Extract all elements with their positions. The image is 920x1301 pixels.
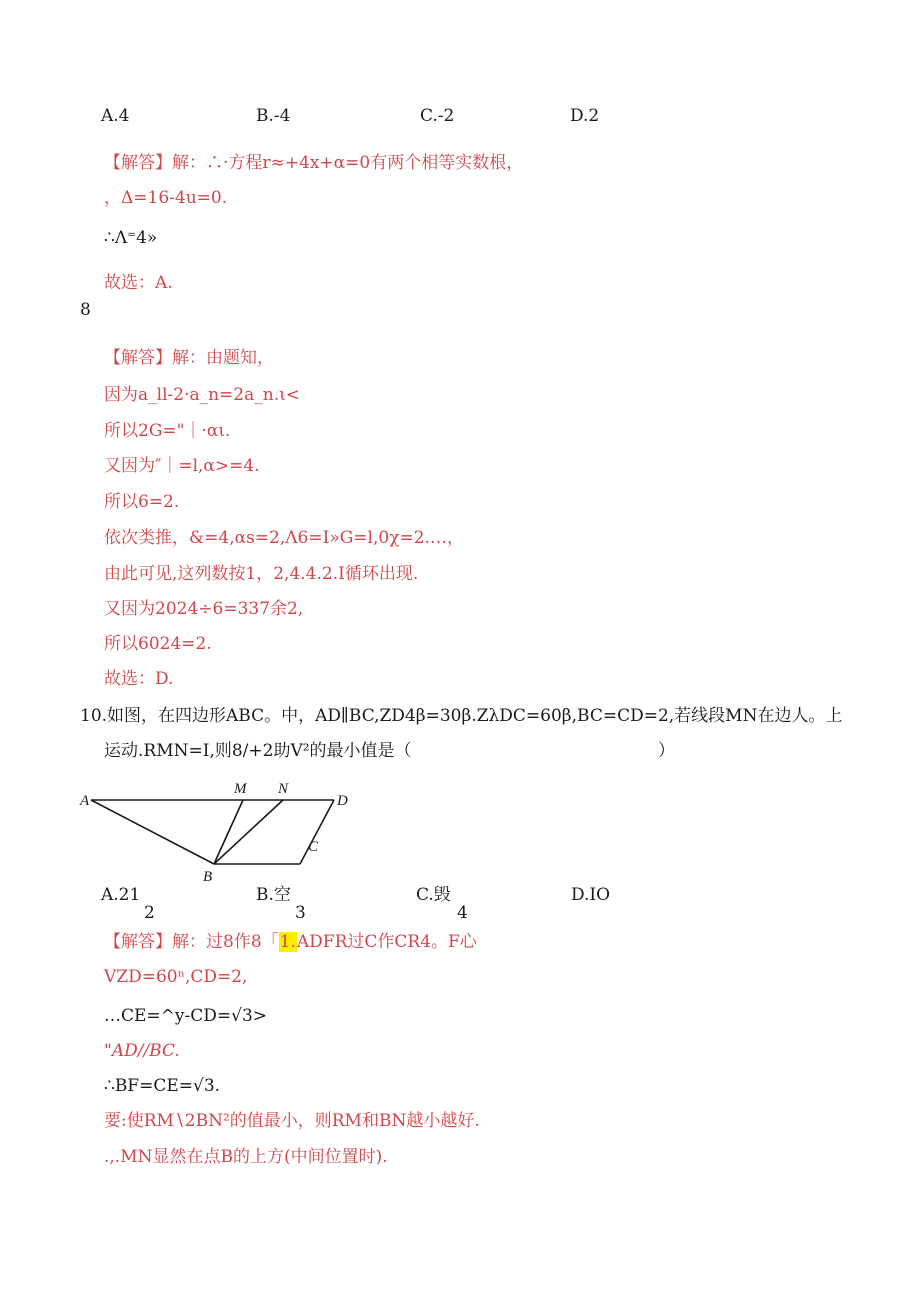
q9-solution-line: ∴Λ⁼4» xyxy=(104,228,158,248)
q10-stem-close-paren: ） xyxy=(658,741,675,761)
q10-solution-line: …CE=^y-CD=√3> xyxy=(104,1006,268,1026)
question-number: 8 xyxy=(80,300,91,320)
point-b-label: B xyxy=(203,869,213,885)
q9-option-c: C.-2 xyxy=(420,106,455,126)
q10-quadrilateral-figure xyxy=(76,778,376,888)
q9-solution-answer: 故选：A. xyxy=(104,273,173,293)
q8-solution-line: 【解答】解：由题知， xyxy=(104,348,274,368)
q8-solution-line: 由此可见,这列数按1，2,4.4.2.I循环出现. xyxy=(104,564,419,584)
highlight-mark: 1. xyxy=(279,932,296,952)
q10-option-b-denominator: 3 xyxy=(295,903,306,923)
segment-bn xyxy=(214,800,283,864)
q10-solution-line: VZD=60ⁿ,CD=2, xyxy=(104,967,248,987)
point-a-label: A xyxy=(80,793,90,809)
q10-option-a-denominator: 2 xyxy=(144,903,155,923)
q10-option-b: B.空 xyxy=(256,885,291,905)
q10-solution-line xyxy=(104,931,477,953)
point-m-label: M xyxy=(234,781,247,797)
q10-solution-text: ADFR过C作CR4。F心 xyxy=(296,932,477,952)
q10-option-c-denominator: 4 xyxy=(457,903,468,923)
q10-solution-line: "AD//BC. xyxy=(104,1041,180,1061)
q9-solution-line: ，Δ=16-4u=0. xyxy=(104,188,228,208)
q9-solution-line: 【解答】解：∴·方程r≈+4x+α=0有两个相等实数根， xyxy=(104,153,524,173)
segment-ab xyxy=(91,800,214,864)
q9-option-b: B.-4 xyxy=(256,106,291,126)
q8-solution-line: 又因为″｜=l,α>=4. xyxy=(104,456,260,476)
q8-solution-line: 所以2G="｜·αι. xyxy=(104,421,231,441)
q10-option-d: D.IO xyxy=(571,885,611,905)
point-n-label: N xyxy=(278,781,289,797)
segment-bm xyxy=(214,800,243,864)
q8-solution-line: 因为a_ll-2·a_n=2a_n.ι< xyxy=(104,385,301,405)
point-d-label: D xyxy=(337,793,348,809)
q10-solution-line: ∴BF=CE=√3. xyxy=(104,1076,221,1096)
q9-option-a: A.4 xyxy=(101,106,130,126)
q10-solution-line: 要:使RM∖2BN²的值最小，则RM和BN越小越好. xyxy=(104,1111,480,1131)
q10-solution-line: .,.MN显然在点B的上方(中间位置时). xyxy=(104,1147,388,1167)
point-c-label: C xyxy=(308,839,319,855)
q10-option-a: A.21 xyxy=(101,885,141,905)
q8-solution-line: 又因为2024÷6=337余2, xyxy=(104,599,304,619)
q10-option-c: C.毁 xyxy=(416,885,451,905)
q9-option-d: D.2 xyxy=(570,106,600,126)
q10-solution-text: 【解答】解：过8作8「 xyxy=(104,932,279,952)
q10-stem-line2: 运动.RMN=I,则8/+2助V²的最小值是（ xyxy=(104,741,412,761)
q8-solution-line: 依次类推，&=4,αs=2,Λ6=I»G=l,0χ=2.…， xyxy=(104,528,464,548)
q10-stem: 10.如图，在四边形ABC。中，AD∥BC,ZD4β=30β.ZλDC=60β,BC=CD=2,若线段MN在边人。上 xyxy=(80,706,843,726)
q8-solution-answer: 故选：D. xyxy=(104,669,174,689)
q8-solution-line: 所以6=2. xyxy=(104,492,180,512)
q8-solution-line: 所以6024=2. xyxy=(104,634,212,654)
